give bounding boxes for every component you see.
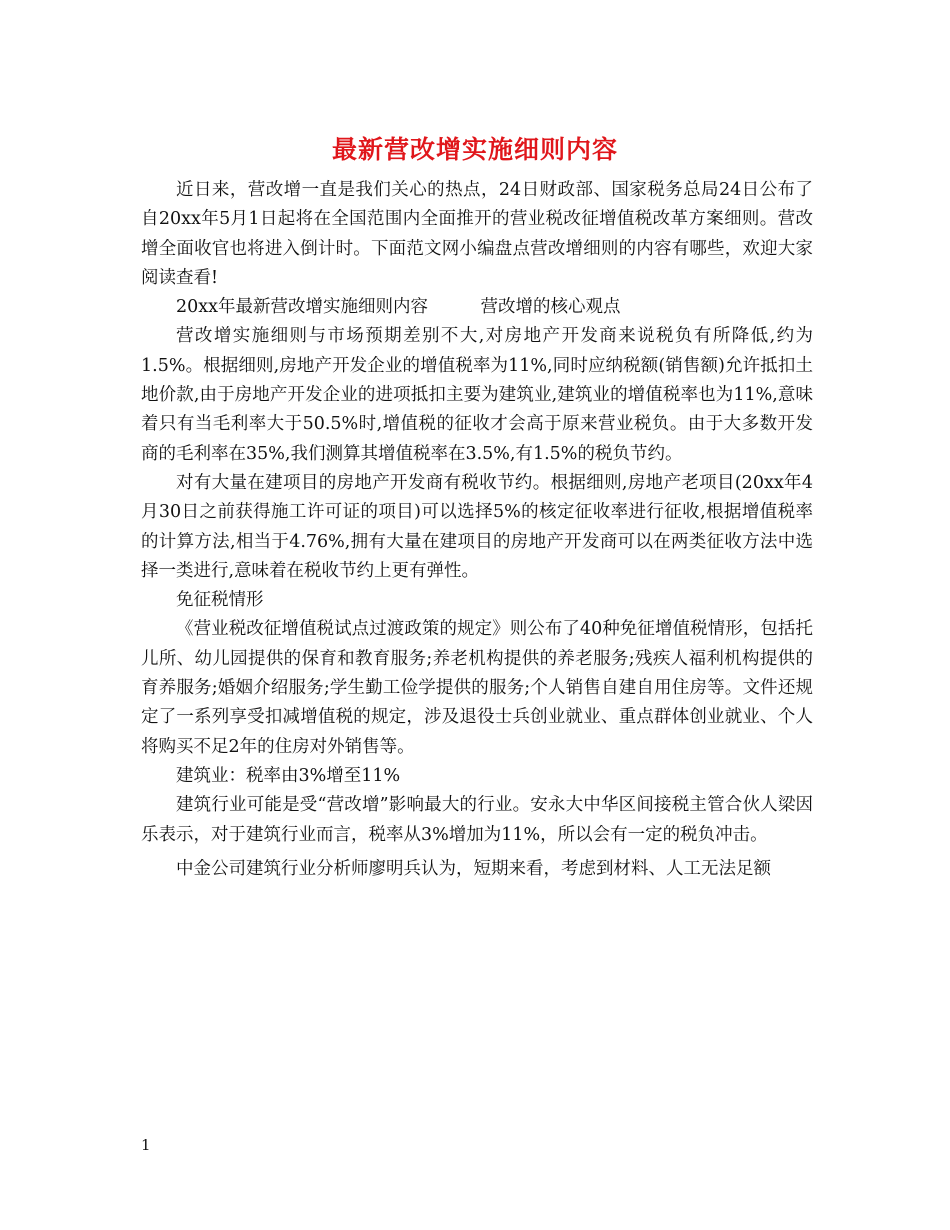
- paragraph-old-projects: 对有大量在建项目的房地产开发商有税收节约。根据细则,房地产老项目(20xx年4月30日之前获得施工许可证的项目)可以选择5%的核定征收率进行征收,根据增值税率的计算方法,相当于4.76%,拥有大量在建项目的房地产开发商可以在两类征收方法中选择一类进行,意味着在税收节约上更有弹性。: [141, 472, 813, 581]
- intro-paragraph: 近日来，营改增一直是我们关心的热点，24日财政部、国家税务总局24日公布了自20xx年5月1日起将在全国范围内全面推开的营业税改征增值税改革方案细则。营改增全面收官也将进入倒计时。下面范文网小编盘点营改增细则的内容有哪些，欢迎大家阅读查看!: [141, 180, 813, 288]
- section-heading-construction: 建筑业：税率由3%增至11%: [176, 765, 401, 786]
- document-body: [141, 176, 813, 884]
- page-number: 1: [141, 1136, 151, 1154]
- paragraph-real-estate-tax: 营改增实施细则与市场预期差别不大,对房地产开发商来说税负有所降低,约为1.5%。根据细则,房地产开发企业的增值税率为11%,同时应纳税额(销售额)允许抵扣土地价款,由于房地产开发企业的进项抵扣主要为建筑业,建筑业的增值税率也为11%,意味着只有当毛利率大于50.5%时,增值税的征收才会高于原来营业税负。由于大多数开发商的毛利率在35%,我们测算其增值税率在3.5%,有1.5%的税负节约。: [141, 326, 813, 464]
- section-heading-exemptions: 免征税情形: [176, 590, 264, 611]
- paragraph-construction-impact: 建筑行业可能是受“营改增”影响最大的行业。安永大中华区间接税主管合伙人梁因乐表示，对于建筑行业而言，税率从3%增加为11%，所以会有一定的税负冲击。: [141, 795, 813, 845]
- section-heading-core-views: 20xx年最新营改增实施细则内容 营改增的核心观点: [176, 297, 621, 318]
- paragraph-analyst-view: 中金公司建筑行业分析师廖明兵认为，短期来看，考虑到材料、人工无法足额: [176, 858, 771, 879]
- paragraph-exemptions: 《营业税改征增值税试点过渡政策的规定》则公布了40种免征增值税情形，包括托儿所、幼儿园提供的保育和教育服务;养老机构提供的养老服务;残疾人福利机构提供的育养服务;婚姻介绍服务;学生勤工俭学提供的服务;个人销售自建自用住房等。文件还规定了一系列享受扣减增值税的规定，涉及退役士兵创业就业、重点群体创业就业、个人将购买不足2年的住房对外销售等。: [141, 619, 813, 757]
- document-title: 最新营改增实施细则内容: [331, 135, 618, 164]
